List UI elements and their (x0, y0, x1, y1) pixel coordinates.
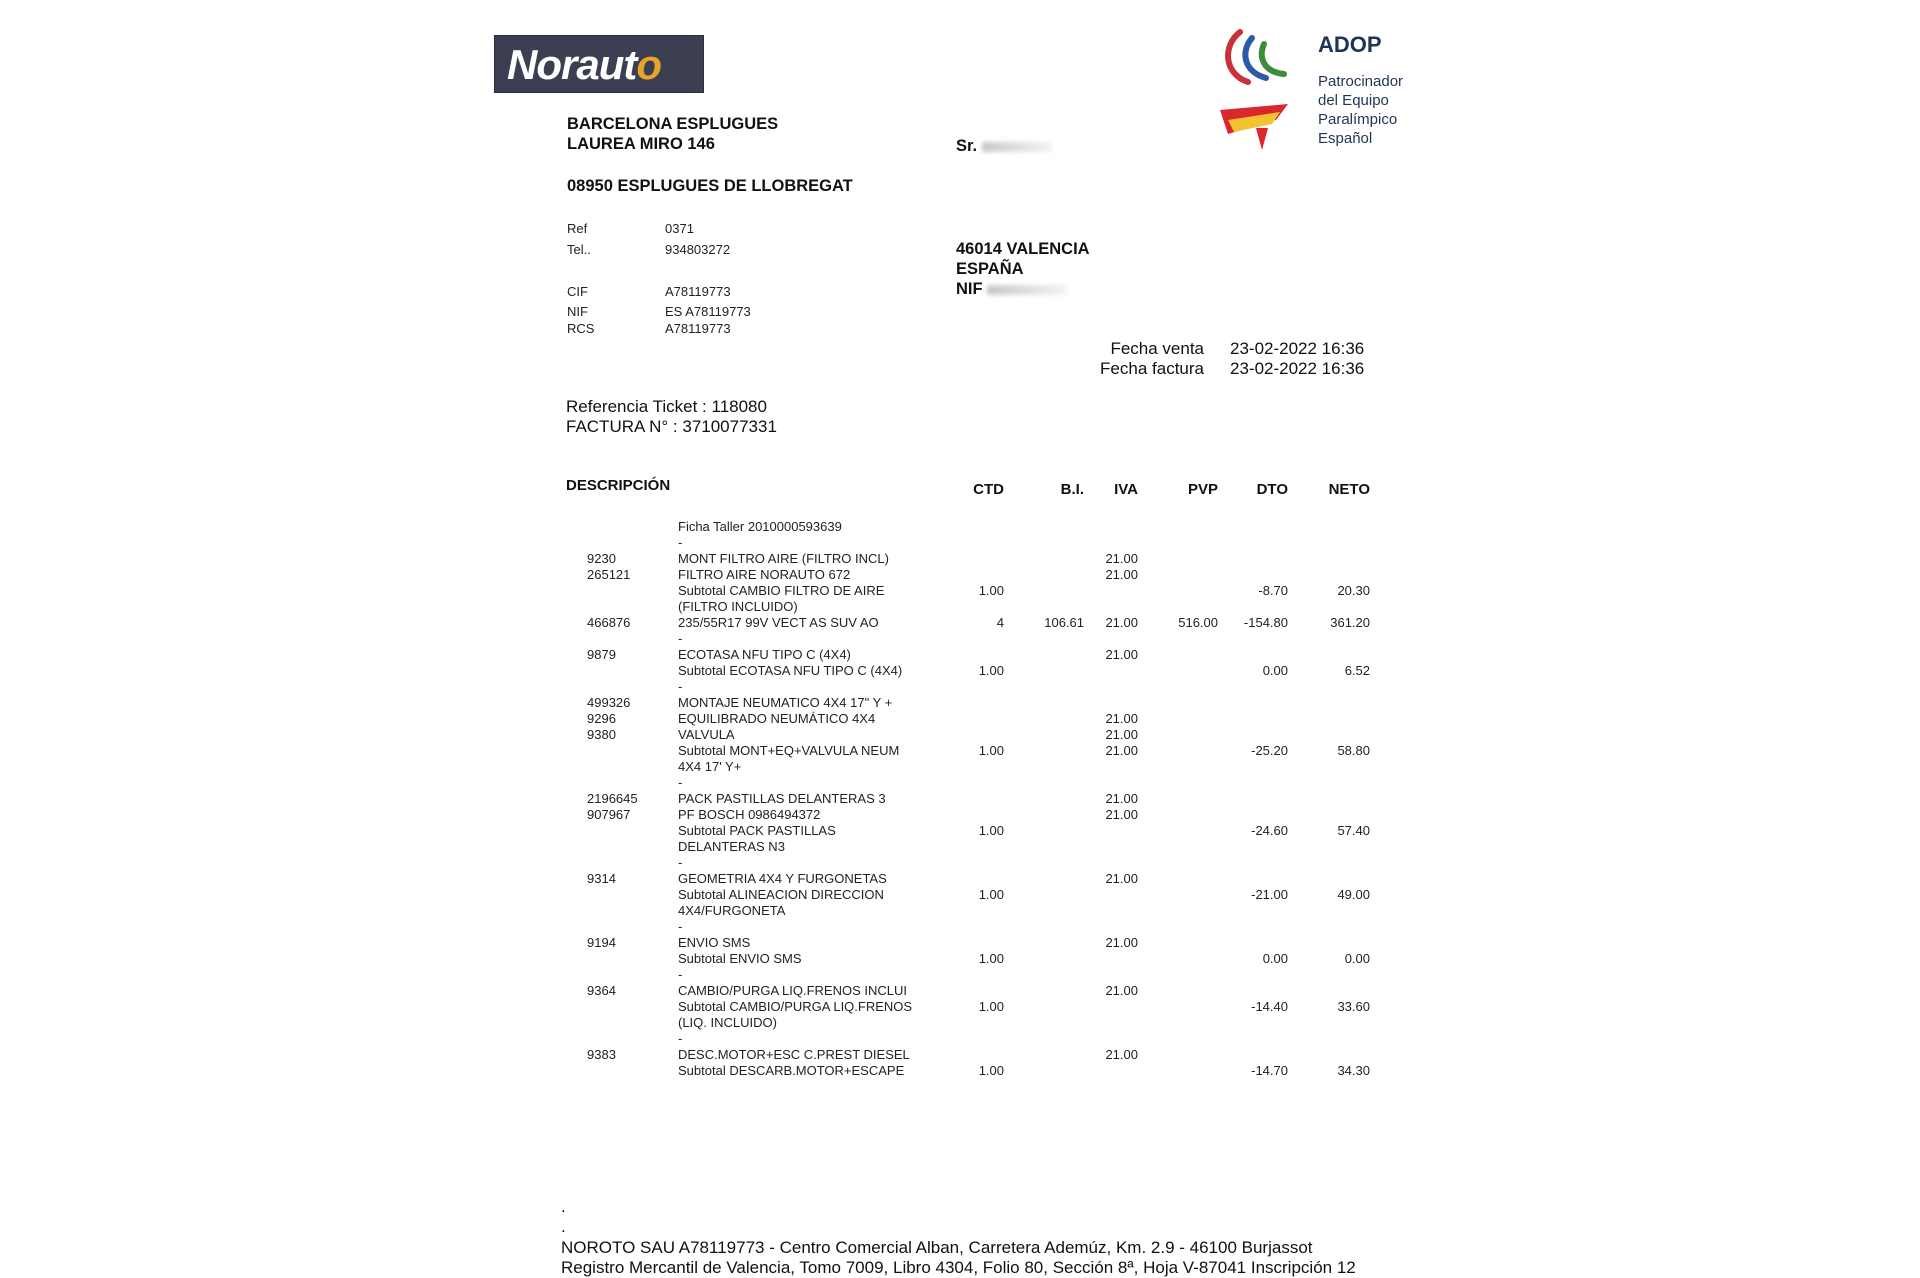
cell-code: 9364 (587, 983, 616, 998)
cell-desc: (LIQ. INCLUIDO) (678, 1015, 777, 1030)
cell-desc: Subtotal ENVIO SMS (678, 951, 802, 966)
cell-ctd: 1.00 (978, 663, 1004, 678)
footer-registry: Registro Mercantil de Valencia, Tomo 7009, Libro 4304, Folio 80, Sección 8ª, Hoja V-87041 Inscripción 12 (561, 1258, 1356, 1277)
col-header-dto: DTO (1256, 481, 1288, 498)
factura-number: FACTURA N° : 3710077331 (566, 417, 777, 436)
cell-code: 9230 (587, 551, 616, 566)
cell-neto: 6.52 (1344, 663, 1370, 678)
cell-desc: - (678, 679, 683, 694)
ficha-taller: Ficha Taller 2010000593639 (678, 519, 842, 534)
adop-logo-icon (1218, 24, 1308, 154)
col-header-neto: NETO (1328, 481, 1370, 498)
sponsor-title: ADOP (1318, 32, 1382, 57)
cell-neto: 33.60 (1337, 999, 1370, 1014)
cell-desc: GEOMETRIA 4X4 Y FURGONETAS (678, 871, 887, 886)
sponsor-line-2: del Equipo (1318, 92, 1389, 109)
cell-desc: - (678, 1031, 683, 1046)
cell-desc: PF BOSCH 0986494372 (678, 807, 821, 822)
cell-ctd: 1.00 (978, 1063, 1004, 1078)
col-header-bi: B.I. (1060, 481, 1084, 498)
col-header-ctd: CTD (973, 481, 1004, 498)
cif-label: CIF (567, 284, 588, 299)
nif-label: NIF (567, 304, 588, 319)
cell-ctd: 1.00 (978, 999, 1004, 1014)
cell-desc: PACK PASTILLAS DELANTERAS 3 (678, 791, 886, 806)
cell-desc: - (678, 535, 683, 550)
cell-neto: 361.20 (1330, 615, 1370, 630)
ref-label: Ref (567, 221, 588, 236)
cell-code: 2196645 (587, 791, 638, 806)
fecha-factura-label: Fecha factura (1100, 359, 1204, 378)
cell-iva: 21.00 (1105, 983, 1138, 998)
cell-desc: 235/55R17 99V VECT AS SUV AO (678, 615, 879, 630)
footer-dot-2: . (561, 1217, 566, 1236)
tel-label: Tel.. (567, 242, 591, 257)
cell-code: 9194 (587, 935, 616, 950)
fecha-venta-label: Fecha venta (1110, 339, 1204, 358)
cell-neto: 20.30 (1337, 583, 1370, 598)
rcs-label: RCS (567, 321, 595, 336)
cell-code: 9380 (587, 727, 616, 742)
cell-desc: - (678, 855, 683, 870)
store-city: 08950 ESPLUGUES DE LLOBREGAT (567, 177, 853, 195)
cell-dto: -21.00 (1251, 887, 1288, 902)
cell-dto: -14.70 (1251, 1063, 1288, 1078)
cell-desc: DESC.MOTOR+ESC C.PREST DIESEL (678, 1047, 910, 1062)
sponsor-line-1: Patrocinador (1318, 73, 1404, 90)
cell-code: 265121 (587, 567, 631, 582)
cell-iva: 21.00 (1105, 871, 1138, 886)
col-header-iva: IVA (1114, 481, 1138, 498)
sponsor-line-3: Paralímpico (1318, 111, 1398, 128)
cell-code: 9879 (587, 647, 616, 662)
cell-desc: CAMBIO/PURGA LIQ.FRENOS INCLUI (678, 983, 907, 998)
cell-code: 9296 (587, 711, 616, 726)
ref-value: 0371 (665, 221, 694, 236)
cell-iva: 21.00 (1105, 1047, 1138, 1062)
cell-iva: 21.00 (1105, 807, 1138, 822)
cell-desc: EQUILIBRADO NEUMÁTICO 4X4 (678, 711, 876, 726)
cell-ctd: 1.00 (978, 823, 1004, 838)
store-street: LAUREA MIRO 146 (567, 135, 715, 153)
rcs-value: A78119773 (665, 321, 731, 336)
cell-desc: DELANTERAS N3 (678, 839, 785, 854)
cell-desc: ECOTASA NFU TIPO C (4X4) (678, 647, 851, 662)
norauto-logo (494, 35, 704, 93)
cell-iva: 21.00 (1105, 743, 1138, 758)
cell-ctd: 1.00 (978, 583, 1004, 598)
customer-country: ESPAÑA (956, 260, 1024, 278)
sponsor-line-4: Español (1318, 130, 1373, 147)
cell-desc: Subtotal ALINEACION DIRECCION (678, 887, 884, 902)
cell-neto: 58.80 (1337, 743, 1370, 758)
cell-desc: MONTAJE NEUMATICO 4X4 17" Y + (678, 695, 893, 710)
store-name: BARCELONA ESPLUGUES (567, 115, 779, 133)
cell-iva: 21.00 (1105, 551, 1138, 566)
cell-dto: -25.20 (1251, 743, 1288, 758)
cell-desc: - (678, 919, 683, 934)
cell-desc: Subtotal ECOTASA NFU TIPO C (4X4) (678, 663, 903, 678)
cell-neto: 0.00 (1344, 951, 1370, 966)
cell-iva: 21.00 (1105, 935, 1138, 950)
cell-code: 9314 (587, 871, 616, 886)
cell-ctd: 1.00 (978, 743, 1004, 758)
customer-nif: NIF (956, 280, 1067, 299)
cell-iva: 21.00 (1105, 711, 1138, 726)
col-header-descripcion: DESCRIPCIÓN (566, 477, 671, 494)
cell-desc: 4X4/FURGONETA (678, 903, 786, 918)
cell-desc: (FILTRO INCLUIDO) (678, 599, 798, 614)
cell-neto: 49.00 (1337, 887, 1370, 902)
cell-dto: -8.70 (1258, 583, 1288, 598)
cell-desc: - (678, 631, 683, 646)
cell-desc: MONT FILTRO AIRE (FILTRO INCL) (678, 551, 889, 566)
cell-pvp: 516.00 (1178, 615, 1218, 630)
norauto-logo-accent: o (636, 41, 661, 88)
cif-value: A78119773 (665, 284, 731, 299)
redacted-name (982, 142, 1052, 152)
cell-code: 466876 (587, 615, 631, 630)
cell-neto: 57.40 (1337, 823, 1370, 838)
redacted-nif (987, 285, 1067, 295)
cell-dto: -14.40 (1251, 999, 1288, 1014)
customer-salutation: Sr. (956, 137, 1052, 156)
cell-desc: - (678, 775, 683, 790)
cell-desc: VALVULA (678, 727, 735, 742)
col-header-pvp: PVP (1187, 481, 1218, 498)
cell-code: 9383 (587, 1047, 616, 1062)
fecha-venta-value: 23-02-2022 16:36 (1230, 339, 1365, 358)
cell-desc: Subtotal PACK PASTILLAS (678, 823, 836, 838)
cell-iva: 21.00 (1105, 647, 1138, 662)
cell-iva: 21.00 (1105, 615, 1138, 630)
cell-code: 907967 (587, 807, 631, 822)
customer-postal: 46014 VALENCIA (956, 240, 1090, 258)
cell-dto: 0.00 (1262, 663, 1288, 678)
cell-bi: 106.61 (1044, 615, 1084, 630)
cell-desc: Subtotal CAMBIO FILTRO DE AIRE (678, 583, 885, 598)
cell-desc: Subtotal DESCARB.MOTOR+ESCAPE (678, 1063, 905, 1078)
fecha-factura-value: 23-02-2022 16:36 (1230, 359, 1365, 378)
cell-ctd: 4 (996, 615, 1004, 630)
cell-desc: Subtotal MONT+EQ+VALVULA NEUM (678, 743, 900, 758)
norauto-logo-text: Norauto (507, 41, 661, 88)
cell-dto: -24.60 (1251, 823, 1288, 838)
cell-ctd: 1.00 (978, 887, 1004, 902)
cell-desc: ENVIO SMS (678, 935, 751, 950)
cell-dto: 0.00 (1262, 951, 1288, 966)
footer-dot-1: . (561, 1197, 566, 1216)
cell-desc: 4X4 17' Y+ (678, 759, 742, 774)
cell-ctd: 1.00 (978, 951, 1004, 966)
nif-value: ES A78119773 (665, 304, 751, 319)
cell-neto: 34.30 (1337, 1063, 1370, 1078)
cell-code: 499326 (587, 695, 631, 710)
tel-value: 934803272 (665, 242, 731, 257)
cell-desc: - (678, 967, 683, 982)
cell-dto: -154.80 (1243, 615, 1288, 630)
cell-iva: 21.00 (1105, 791, 1138, 806)
referencia-ticket: Referencia Ticket : 118080 (566, 397, 767, 416)
footer-company: NOROTO SAU A78119773 - Centro Comercial Alban, Carretera Ademúz, Km. 2.9 - 46100 Burjassot (561, 1238, 1313, 1257)
cell-iva: 21.00 (1105, 727, 1138, 742)
cell-desc: FILTRO AIRE NORAUTO 672 (678, 567, 851, 582)
cell-desc: Subtotal CAMBIO/PURGA LIQ.FRENOS (678, 999, 913, 1014)
cell-iva: 21.00 (1105, 567, 1138, 582)
